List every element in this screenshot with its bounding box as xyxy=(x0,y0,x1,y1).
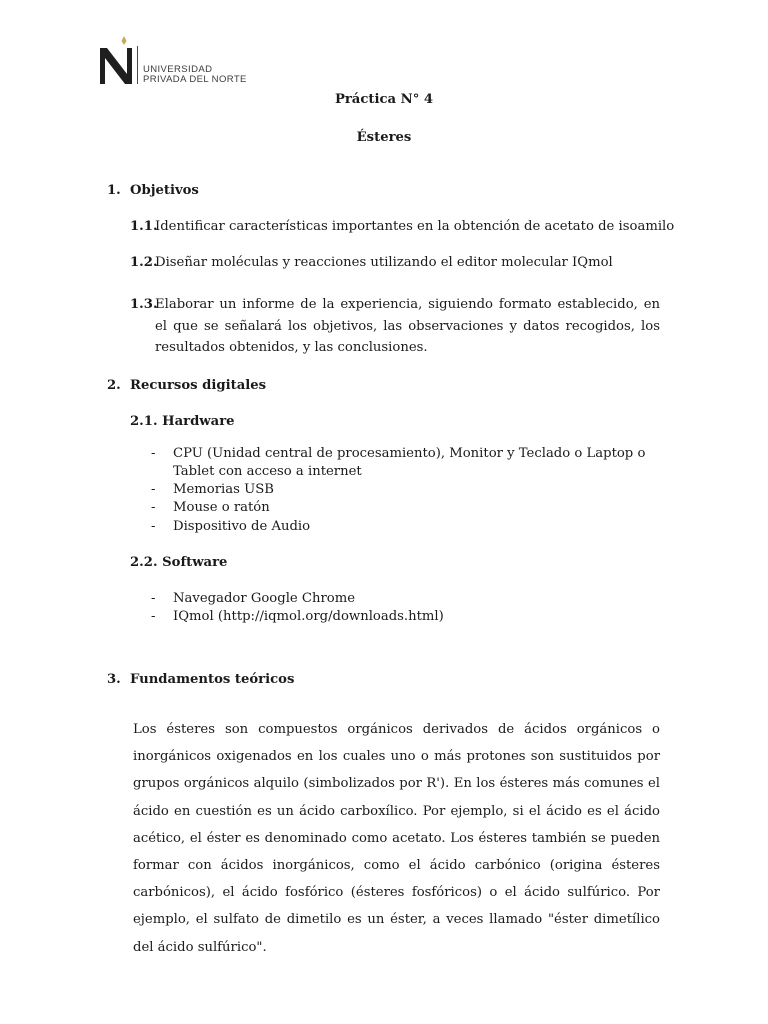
hardware-bullet-2-dash: - xyxy=(151,482,156,497)
logo-divider xyxy=(137,46,138,84)
objective-1-text: Identificar características importantes en la obtención de acetato de isoamilo xyxy=(155,219,675,234)
objective-2-text: Diseñar moléculas y reacciones utilizando el editor molecular IQmol xyxy=(155,255,613,270)
software-bullet-1-dash: - xyxy=(151,591,156,606)
hardware-bullet-1-dash: - xyxy=(151,446,156,461)
section-3-number: 3. xyxy=(107,672,121,687)
page-subtitle: Ésteres xyxy=(356,130,412,145)
theory-paragraph: Los ésteres son compuestos orgánicos derivados de ácidos orgánicos o inorgánicos oxigenados en los cuales uno o más protones son sustituidos por grupos orgánicos alquilo (simbolizados por R'). En los ésteres más comunes el ácido en cuestión es un ácido carboxílico. Por ejemplo, si el ácido es el ácido acético, el éster es denominado como acetato. Los ésteres también se pueden formar con ácidos inorgánicos, como el ácido carbónico (origina ésteres carbónicos), el ácido fosfórico (ésteres fosfóricos) o el ácido sulfúrico. Por ejemplo, el sulfato de dimetilo es un éster, a veces llamado "éster dimetílico del ácido sulfúrico". xyxy=(133,722,660,955)
hardware-item-3: Mouse o ratón xyxy=(173,500,270,515)
section-3-title: Fundamentos teóricos xyxy=(130,672,295,687)
software-item-1: Navegador Google Chrome xyxy=(173,591,356,606)
hardware-bullet-4-dash: - xyxy=(151,519,156,534)
objective-2-number: 1.2. xyxy=(130,255,158,270)
logo-text-line1: UNIVERSIDAD xyxy=(143,64,213,75)
software-bullet-2-dash: - xyxy=(151,609,156,624)
section-2-number: 2. xyxy=(107,378,121,393)
hardware-item-1: CPU (Unidad central de procesamiento), Monitor y Teclado o Laptop o Tablet con acceso a internet xyxy=(173,446,646,479)
hardware-item-2: Memorias USB xyxy=(173,482,274,497)
hardware-item-4: Dispositivo de Audio xyxy=(173,519,311,534)
section-1-number: 1. xyxy=(107,183,121,198)
logo-text-line2: PRIVADA DEL NORTE xyxy=(143,74,247,85)
software-item-2: IQmol (http://iqmol.org/downloads.html) xyxy=(173,609,444,624)
page-title: Práctica N° 4 xyxy=(334,92,434,107)
university-n-logo-icon xyxy=(97,34,141,88)
objective-3-text: Elaborar un informe de la experiencia, siguiendo formato establecido, en el que se señalará los objetivos, las observaciones y datos recogidos, los resultados obtenidos, y las conclusiones. xyxy=(155,297,660,355)
objective-1-number: 1.1. xyxy=(130,219,158,234)
hardware-heading: 2.1. Hardware xyxy=(130,414,235,429)
software-heading: 2.2. Software xyxy=(130,555,228,570)
section-2-title: Recursos digitales xyxy=(130,378,267,393)
objective-3-number: 1.3. xyxy=(130,297,158,312)
university-logo xyxy=(97,34,267,90)
hardware-bullet-3-dash: - xyxy=(151,500,156,515)
section-1-title: Objetivos xyxy=(130,183,199,198)
